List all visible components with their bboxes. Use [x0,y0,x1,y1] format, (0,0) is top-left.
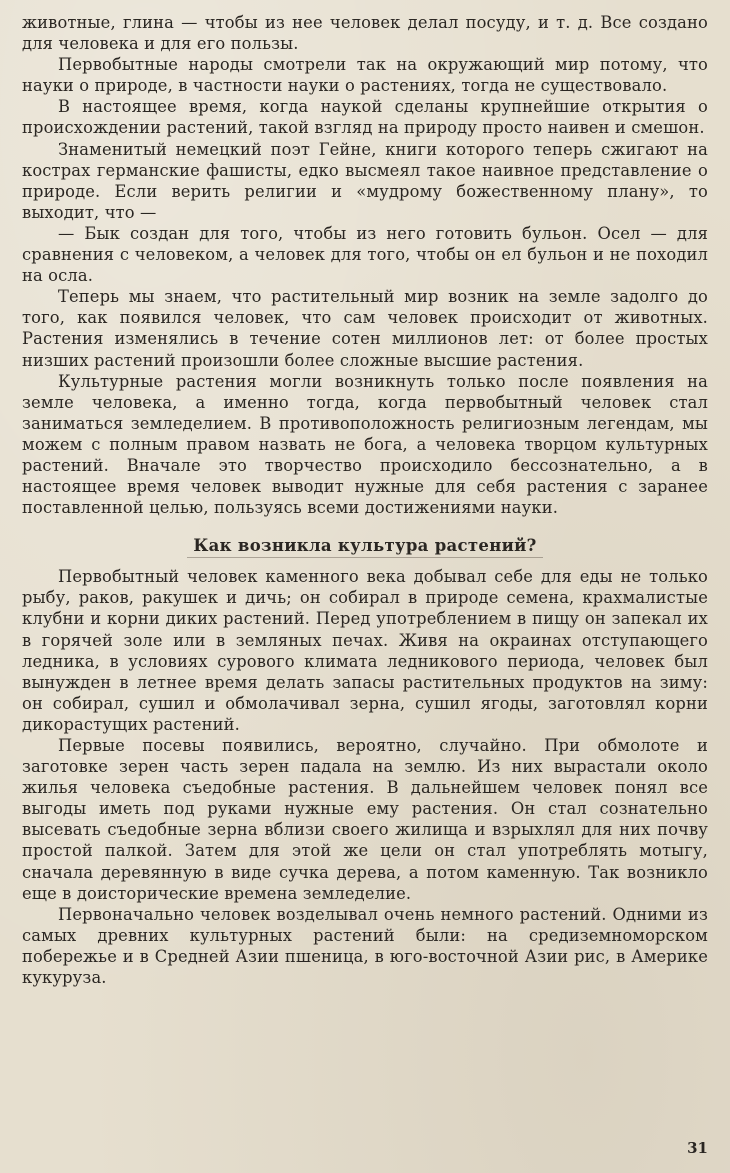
paragraph: — Бык создан для того, чтобы из него готовить бульон. Осел — для сравнения с человеком, а человек для того, чтобы он ел бульон и не походил на осла. [22,223,708,286]
paragraph: Первобытные народы смотрели так на окружающий мир потому, что науки о природе, в частности науки о растениях, тогда не существовало. [22,55,708,96]
page-number: 31 [687,1139,708,1157]
body-text-before-heading [22,12,708,518]
paragraph: животные, глина — чтобы из нее человек делал посуду, и т. д. Все создано для человека и для его пользы. [22,13,708,54]
section-heading-text: Как возникла культура растений? [187,536,542,558]
body-text-after-heading [22,566,708,988]
paragraph: Первобытный человек каменного века добывал себе для еды не только рыбу, раков, ракушек и дичь; он собирал в природе семена, крахмалистые клубни и корни диких растений. Перед употреблением в пищу он запекал их в горячей золе или в земляных печах. Живя на окраинах отступающего ледника, в условиях сурового климата ледникового периода, человек был вынужден в летнее время делать запасы растительных продуктов на зиму: он собирал, сушил и обмолачивал зерна, сушил ягоды, заготовлял корни дикорастущих растений. [22,567,708,734]
paragraph: Первые посевы появились, вероятно, случайно. При обмолоте и заготовке зерен часть зерен падала на землю. Из них вырастали около жилья человека съедобные растения. В дальнейшем человек понял все выгоды иметь под руками нужные ему растения. Он стал сознательно высевать съедобные зерна вблизи своего жилища и взрыхлял для них почву простой палкой. Затем для этой же цели он стал употреблять мотыгу, сначала деревянную в виде сучка дерева, а потом каменную. Так возникло еще в доисторические времена земледелие. [22,736,708,903]
paragraph: Первоначально человек возделывал очень немного растений. Одними из самых древних культурных растений были: на средиземноморском побережье и в Средней Азии пшеница, в юго-восточной Азии рис, в Америке кукуруза. [22,904,708,988]
paragraph: Культурные растения могли возникнуть только после появления на земле человека, а именно тогда, когда первобытный человек стал заниматься земледелием. В противоположность религиозным легендам, мы можем с полным правом назвать не бога, а человека творцом культурных растений. Вначале это творчество происходило бессознательно, а в настоящее время человек выводит нужные для себя растения с заранее поставленной целью, пользуясь всеми достижениями науки. [22,371,708,518]
paragraph: В настоящее время, когда наукой сделаны крупнейшие открытия о происхождении растений, такой взгляд на природу просто наивен и смешон. [22,97,708,138]
paragraph: Знаменитый немецкий поэт Гейне, книги которого теперь сжигают на кострах германские фашисты, едко высмеял такое наивное представление о природе. Если верить религии и «мудрому божественному плану», то выходит, что — [22,139,708,222]
section-heading [22,536,708,558]
paragraph: Теперь мы знаем, что растительный мир возник на земле задолго до того, как появился человек, что сам человек происходит от животных. Растения изменялись в течение сотен миллионов лет: от более простых низших растений произошли более сложные высшие растения. [22,287,708,370]
